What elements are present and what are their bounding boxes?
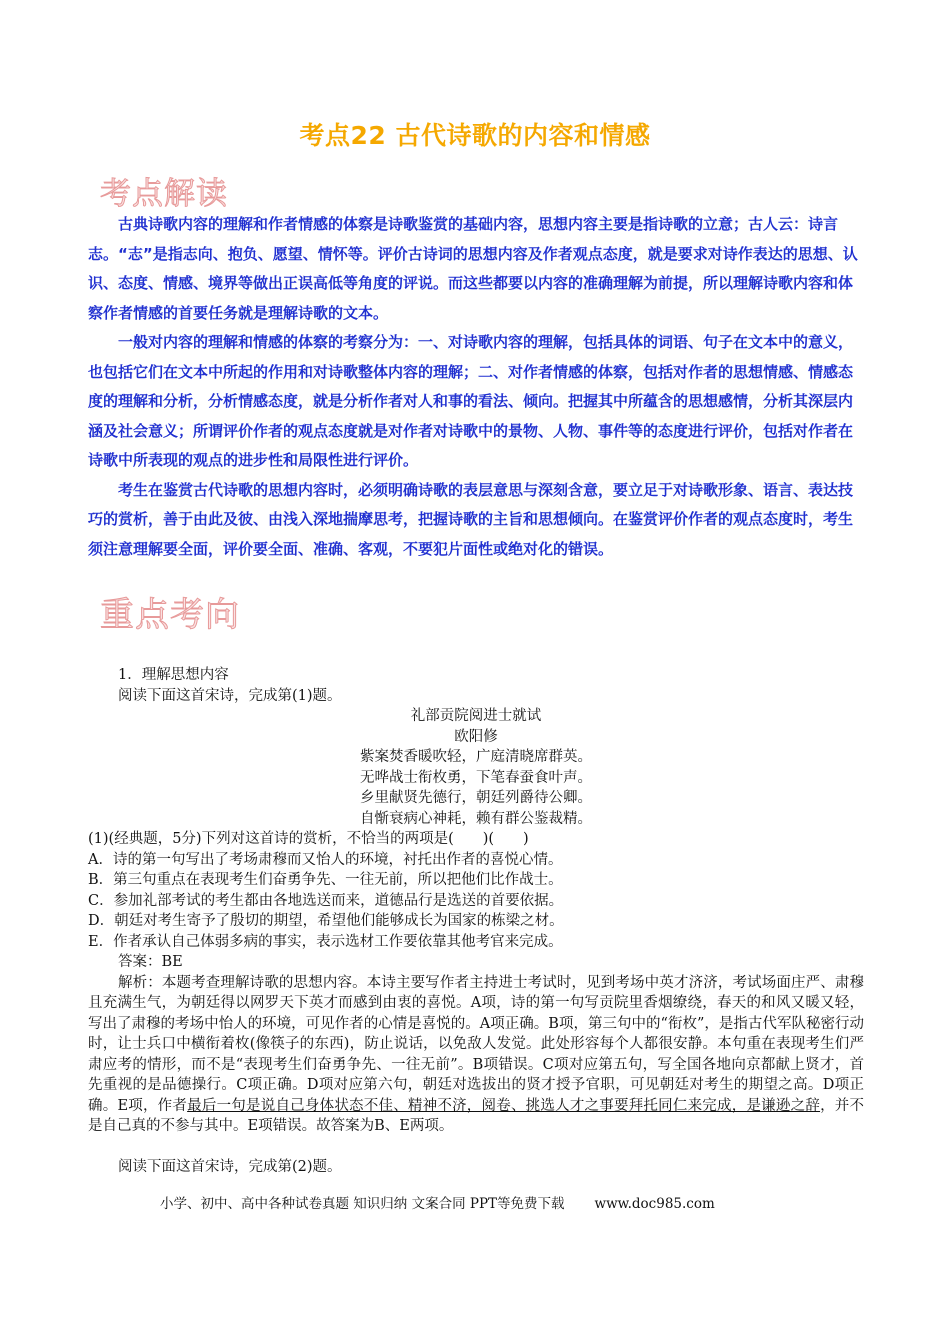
option-e: E．作者承认自己体弱多病的事实，表示选材工作要依靠其他考官来完成。 bbox=[88, 933, 563, 950]
question-block bbox=[88, 665, 864, 1177]
analysis-main: 解析：本题考查理解诗歌的思想内容。本诗主要写作者主持进士考试时，见到考场中英才济济，考试场面庄严、肃穆且充满生气，为朝廷得以网罗天下英才而感到由衷的喜悦。A项，诗的第一句写贡院里香烟缭绕，春天的和风又暖又轻，写出了肃穆的考场中怡人的环境，可见作者的心情是喜悦的。A项正确。B项，第三句中的“衔枚”，是指古代军队秘密行动时，让士兵口中横衔着枚(像筷子的东西)，防止说话，以免敌人发觉。此处形容每个人都很安静。本句重在表现考生们严肃应考的情形，而不是“表现考生们奋勇争先、一往无前”。B项错误。C项对应第五句，写全国各地向京都献上贤才，首先重视的是品德操行。C项正确。D项对应第六句，朝廷对选拔出的贤才授予官职，可见朝廷对考生的期望之高。D项正确。E项，作者 bbox=[88, 974, 864, 1114]
poem-line: 无哗战士衔枚勇，下笔春蚕食叶声。 bbox=[360, 769, 592, 786]
option-a: A．诗的第一句写出了考场肃穆而又怡人的环境，衬托出作者的喜悦心情。 bbox=[88, 851, 563, 868]
footer-url[interactable]: www.doc985.com bbox=[594, 1196, 715, 1212]
poem-line: 紫案焚香暖吹轻，广庭清晓席群英。 bbox=[360, 749, 592, 765]
section-heading-direction: 重点考向 bbox=[100, 595, 240, 635]
analysis-end: ，并不是自己真的不参与其中。E项错误。故答案为B、E两项。 bbox=[88, 1097, 865, 1134]
intro-paragraph: 考生在鉴赏古代诗歌的思想内容时，必须明确诗歌的表层意思与深刻含意，要立足于对诗歌形象、语言、表达技巧的赏析，善于由此及彼、由浅入深地揣摩思考，把握诗歌的主旨和思想倾向。在鉴赏评价作者的观点态度时，考生须注意理解要全面，评价要全面、准确、客观，不要犯片面性或绝对化的错误。 bbox=[88, 480, 854, 558]
option-b: B．第三句重点在表现考生们奋勇争先、一往无前，所以把他们比作战士。 bbox=[88, 872, 563, 888]
option-d: D．朝廷对考生寄予了殷切的期望，希望他们能够成长为国家的栋梁之材。 bbox=[88, 913, 564, 929]
next-instruction: 阅读下面这首宋诗，完成第(2)题。 bbox=[118, 1158, 342, 1175]
footer-text: 小学、初中、高中各种试卷真题 知识归纳 文案合同 PPT等免费下载 bbox=[160, 1196, 565, 1212]
question-stem: (1)(经典题，5分)下列对这首诗的赏析，不恰当的两项是( )( ) bbox=[88, 831, 529, 847]
analysis-underlined: 最后一句是说自己身体状态不佳、精神不济，阅卷、挑选人才之事要拜托同仁来完成，是谦逊之辞 bbox=[187, 1097, 821, 1114]
poem-line: 自惭衰病心神耗，赖有群公鉴裁精。 bbox=[360, 810, 592, 827]
poem bbox=[88, 706, 864, 829]
poem-line: 乡里献贤先德行，朝廷列爵待公卿。 bbox=[360, 790, 592, 806]
page-footer bbox=[160, 1192, 860, 1212]
poem-title: 礼部贡院阅进士就试 bbox=[410, 708, 542, 724]
option-c: C．参加礼部考试的考生都由各地选送而来，道德品行是选送的首要依据。 bbox=[88, 892, 564, 909]
answer: 答案：BE bbox=[118, 954, 183, 970]
point-heading: 1．理解思想内容 bbox=[118, 667, 229, 683]
poem-author: 欧阳修 bbox=[454, 728, 498, 745]
section-heading-interpretation: 考点解读 bbox=[100, 176, 228, 212]
intro-paragraph: 古典诗歌内容的理解和作者情感的体察是诗歌鉴赏的基础内容，思想内容主要是指诗歌的立意；古人云：诗言志。“志”是指志向、抱负、愿望、情怀等。评价古诗词的思想内容及作者观点态度，就是要求对诗作表达的思想、认识、态度、情感、境界等做出正误高低等角度的评说。而这些都要以内容的准确理解为前提，所以理解诗歌内容和体察作者情感的首要任务就是理解诗歌的文本。 bbox=[88, 215, 858, 322]
intro-paragraph: 一般对内容的理解和情感的体察的考察分为：一、对诗歌内容的理解，包括具体的词语、句子在文本中的意义，也包括它们在文本中所起的作用和对诗歌整体内容的理解；二、对作者情感的体察，包括对作者的思想情感、情感态度的理解和分析，分析情感态度，就是分析作者对人和事的看法、倾向。把握其中所蕴含的思想感情，分析其深层内涵及社会意义；所谓评价作者的观点态度就是对作者对诗歌中的景物、人物、事件等的态度进行评价，包括对作者在诗歌中所表现的观点的进步性和局限性进行评价。 bbox=[88, 333, 854, 469]
intro-block bbox=[88, 210, 864, 564]
page-title: 考点22 古代诗歌的内容和情感 bbox=[299, 121, 651, 150]
analysis bbox=[88, 973, 864, 1137]
reading-instruction: 阅读下面这首宋诗，完成第(1)题。 bbox=[118, 687, 342, 704]
